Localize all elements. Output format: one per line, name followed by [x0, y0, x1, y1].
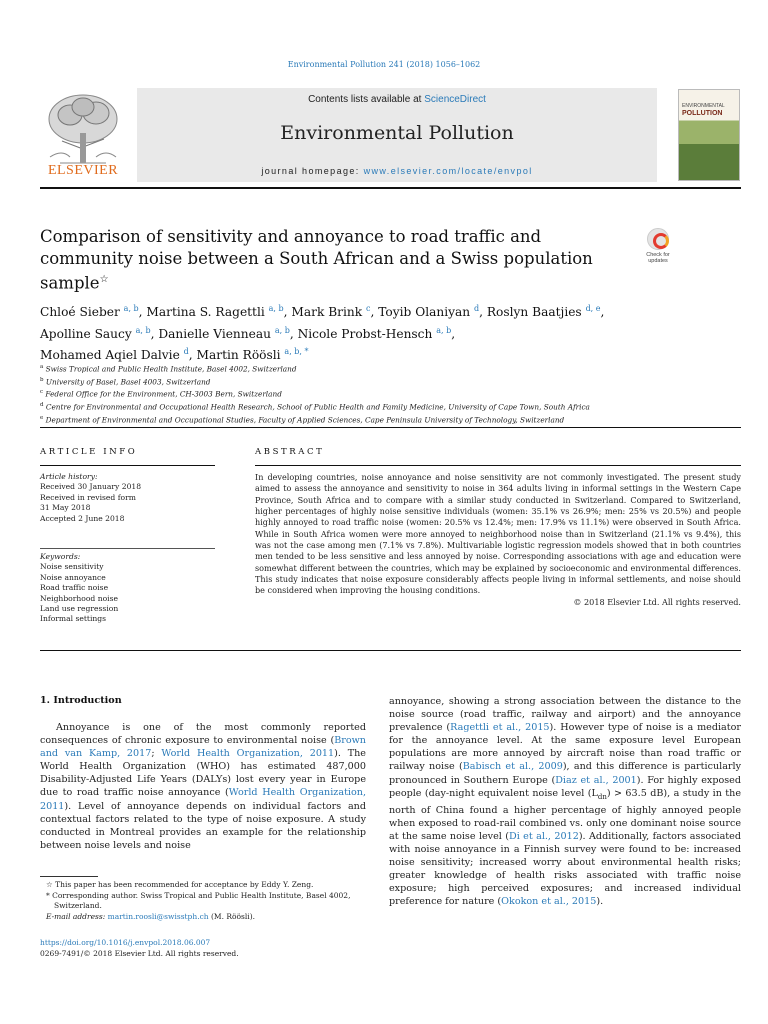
- keywords-rule: [40, 548, 215, 549]
- keywords-list: Keywords: Noise sensitivity Noise annoyance Road traffic noise Neighborhood noise Land use regression Informal settings: [40, 552, 215, 625]
- keyword-item: Road traffic noise: [40, 583, 109, 593]
- author-affiliation-link[interactable]: d: [474, 304, 480, 313]
- author-name[interactable]: Danielle Vienneau: [158, 326, 271, 341]
- section-rule: [40, 427, 741, 428]
- journal-name: Environmental Pollution: [280, 122, 514, 144]
- reference-link[interactable]: Okokon et al., 2015: [501, 896, 597, 908]
- cover-title: ENVIRONMENTAL POLLUTION: [682, 103, 725, 117]
- author-affiliation-link[interactable]: a, b: [268, 304, 284, 313]
- affiliation-item: $^e$ Department of Environmental and Occupational Studies, Faculty of Applied Sciences, Cape Peninsula University of Technology, Switzerland: [40, 414, 565, 425]
- sciencedirect-link[interactable]: ScienceDirect: [424, 94, 486, 105]
- abstract-text: In developing countries, noise annoyance and noise sensitivity are not commonly investigated. The present study aimed to assess the annoyance and sensitivity to noise in 364 adults living in informal settings in the Western Cape Province, South Africa and to compare with a similar study conducted in Switzerland. Compared to Switzerland, higher percentages of highly noise sensitive individuals (women: 35.1% vs 26.9%; men: 25% vs 20.5%) and people highly annoyed to road traffic noise (women: 20.5% vs 12.4%; men: 17.9% vs 11.1%) were observed in South Africa. While in South Africa women were more annoyed to neighborhood noise than in Switzerland (21.1% vs 9.4%), this was not the case among men (7.1% vs 7.8%). Multivariable logistic regression models showed that in both countries men tended to be less sensitive and less annoyed by noise. Corresponding associations with age and education were somewhat different between the countries, which may be explained by socioeconomic and environmental differences. This study indicates that noise exposure considerably affects people living in informal settlements, and noise should be considered when improving the housing conditions. © 2018 Elsevier Ltd. All rights reserved.: [255, 472, 741, 607]
- author-name[interactable]: Toyib Olaniyan: [378, 305, 471, 320]
- author-affiliation-link[interactable]: a, b: [135, 325, 151, 335]
- author-affiliation-link[interactable]: a, b: [123, 304, 139, 313]
- reference-link[interactable]: World Health Organization, 2011: [161, 748, 335, 760]
- doi-block: [40, 938, 239, 959]
- journal-header: [40, 85, 741, 185]
- journal-homepage-link[interactable]: www.elsevier.com/locate/envpol: [363, 166, 533, 176]
- affiliation-item: $^c$ Federal Office for the Environment, CH-3003 Bern, Switzerland: [40, 389, 282, 399]
- author-name[interactable]: Apolline Saucy: [40, 326, 132, 341]
- abstract-copyright: © 2018 Elsevier Ltd. All rights reserved.: [573, 596, 741, 607]
- contents-line: Contents lists available at ScienceDirect: [308, 94, 486, 105]
- journal-cover-thumbnail[interactable]: [678, 89, 740, 181]
- author-list: Chloé Sieber $^{a, b}$, Martina S. Ragettli $^{a, b}$, Mark Brink $^c$, Toyib Olaniyan $^d$, Roslyn Baatjies $^{d, e}$, Apolline Saucy $^{a, b}$, Danielle Vienneau $^{a, b}$, Nicole Probst-Hensch $^{a, b}$, Mohamed Aqiel Dalvie $^d$, Martin Röösli $^{a, b, *}$: [40, 304, 605, 363]
- author-name[interactable]: Nicole Probst-Hensch: [297, 326, 433, 341]
- article-history: Article history: Received 30 January 2018 Received in revised form 31 May 2018 Accepted 2 June 2018: [40, 472, 142, 523]
- introduction-heading: 1. Introduction: [40, 695, 122, 706]
- author-name[interactable]: Roslyn Baatjies: [486, 305, 582, 320]
- introduction-right-column: annoyance, showing a strong association between the distance to the noise source (road traffic, railway and airport) and the annoyance prevalence (Ragettli et al., 2015). However type of noise is a mediator for the annoyance level. At the same exposure level European populations are more annoyed by aircraft noise than road traffic or railway noise (Babisch et al., 2009), and this difference is particularly pronounced in Southern Europe (Diaz et al., 2001). For highly exposed people (day-night equivalent noise level $(L_{dn}) > 63.5$ dB), a study in the north of China found a higher percentage of highly annoyed people when exposed to road-rail combined vs. only one dominant noise source at the same noise level (Di et al., 2012). Additionally, factors associated with noise annoyance in a Finnish survey were found to be: increased noise sensitivity; increased worry about environmental health risks; greater knowledge of health risks associated with traffic noise exposure; high perceived exposures; and increased individual preference for nature (Okokon et al., 2015).: [389, 696, 742, 908]
- journal-homepage-line: journal homepage: www.elsevier.com/locate/envpol: [261, 166, 533, 176]
- keyword-item: Informal settings: [40, 614, 107, 624]
- author-affiliation-link[interactable]: d: [183, 347, 189, 357]
- author-name[interactable]: Martina S. Ragettli: [146, 305, 265, 320]
- article-info-rule: [40, 465, 215, 466]
- footnote-rule: [40, 876, 98, 877]
- keyword-item: Noise sensitivity: [40, 562, 104, 572]
- affiliation-item: $^a$ Swiss Tropical and Public Health Institute, Basel 4002, Switzerland: [40, 364, 297, 374]
- reference-link[interactable]: World Health Organization, 2011: [40, 787, 366, 812]
- publisher-wordmark: ELSEVIER: [47, 163, 119, 178]
- article-info-heading: ARTICLE INFO: [40, 447, 138, 457]
- author-name[interactable]: Martin Röösli: [196, 348, 281, 363]
- author-affiliation-link[interactable]: a, b, *: [284, 347, 309, 357]
- keyword-item: Noise annoyance: [40, 572, 106, 582]
- author-affiliation-link[interactable]: a, b: [436, 325, 452, 335]
- author-name[interactable]: Chloé Sieber: [40, 305, 120, 320]
- author-name[interactable]: Mohamed Aqiel Dalvie: [40, 348, 180, 363]
- reference-link[interactable]: Babisch et al., 2009: [462, 761, 563, 773]
- article-title: Comparison of sensitivity and annoyance to road traffic and community noise between a South African and a Swiss population sample☆: [40, 227, 593, 293]
- check-updates-label: Check for updates: [646, 252, 670, 264]
- issn-line: 0269-7491/© 2018 Elsevier Ltd. All rights reserved.: [40, 948, 239, 958]
- title-footnote-star-icon[interactable]: ☆: [99, 274, 109, 285]
- footnote-email: E-mail address: martin.roosli@swisstph.ch (M. Röösli).: [46, 911, 256, 921]
- journal-band: [137, 88, 657, 182]
- affiliation-item: $^b$ University of Basel, Basel 4003, Switzerland: [40, 376, 211, 387]
- abstract-rule: [255, 465, 741, 466]
- reference-link[interactable]: Diaz et al., 2001: [555, 774, 637, 786]
- header-rule: [40, 187, 741, 189]
- section-rule: [40, 650, 741, 651]
- keyword-item: Land use regression: [40, 604, 119, 614]
- introduction-left-column: Annoyance is one of the most commonly reported consequences of chronic exposure to environmental noise (Brown and van Kamp, 2017; World Health Organization, 2011). The World Health Organization (WHO) has estimated 487,000 Disability-Adjusted Life Years (DALYs) lost every year in Europe due to road traffic noise annoyance (World Health Organization, 2011). Level of annoyance depends on individual factors and contextual factors related to the type of noise exposure. A study conducted in Montreal provides an example for the relationship between noise levels and noise: [40, 722, 366, 851]
- check-for-updates-badge[interactable]: [640, 228, 676, 268]
- email-link[interactable]: martin.roosli@swisstph.ch: [107, 911, 209, 921]
- check-updates-icon: [647, 228, 669, 250]
- footnote-item: * Corresponding author. Swiss Tropical and Public Health Institute, Basel 4002, Switzerland.: [46, 890, 351, 910]
- affiliation-item: $^d$ Centre for Environmental and Occupational Health Research, School of Public Health and Family Medicine, University of Cape Town, South Africa: [40, 402, 590, 412]
- abstract-heading: ABSTRACT: [255, 447, 325, 457]
- footnotes: [40, 880, 366, 922]
- keyword-item: Neighborhood noise: [40, 593, 118, 603]
- author-affiliation-link[interactable]: c: [366, 304, 371, 313]
- doi-link[interactable]: https://doi.org/10.1016/j.envpol.2018.06.007: [40, 938, 211, 947]
- author-name[interactable]: Mark Brink: [291, 305, 363, 320]
- journal-citation[interactable]: Environmental Pollution 241 (2018) 1056–1062: [287, 60, 481, 69]
- author-affiliation-link[interactable]: a, b: [274, 325, 290, 335]
- reference-link[interactable]: Brown and van Kamp, 2017: [40, 735, 366, 760]
- reference-link[interactable]: Di et al., 2012: [509, 830, 579, 842]
- affiliation-list: [40, 362, 740, 426]
- footnote-item: ☆ This paper has been recommended for acceptance by Eddy Y. Zeng.: [46, 880, 314, 889]
- reference-link[interactable]: Ragettli et al., 2015: [450, 722, 550, 734]
- author-affiliation-link[interactable]: d, e: [585, 304, 601, 313]
